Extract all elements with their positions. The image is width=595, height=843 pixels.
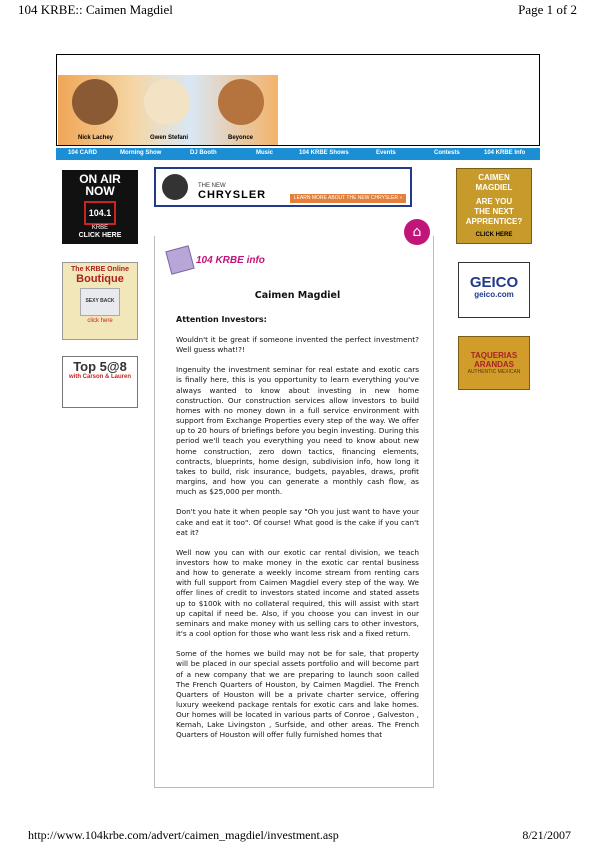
geico-url: geico.com — [474, 290, 514, 299]
print-footer-url: http://www.104krbe.com/advert/caimen_magdiel/investment.asp — [28, 828, 339, 842]
top5-line1: Top 5@8 — [73, 359, 127, 374]
shirt-text: SEXY BACK — [85, 298, 115, 304]
boutique-line1: The KRBE Online — [71, 266, 129, 273]
main-nav — [56, 148, 540, 160]
tshirt-image — [80, 288, 120, 316]
nav-item-morning-show[interactable]: Morning Show — [120, 150, 162, 156]
celebrity-banner[interactable] — [58, 75, 278, 145]
nav-item-krbe-shows[interactable]: 104 KRBE Shows — [299, 150, 349, 156]
nav-item-contests[interactable]: Contests — [434, 150, 460, 156]
print-header-title: 104 KRBE:: Caimen Magdiel — [18, 2, 173, 17]
geico-ad[interactable] — [458, 262, 530, 318]
boutique-cta: click here — [87, 318, 113, 324]
banner-caption-gwen: Gwen Stefani — [150, 135, 189, 141]
article — [176, 290, 419, 751]
beyonce-photo — [218, 79, 264, 125]
header-frame — [56, 54, 540, 146]
geico-brand: GEICO — [469, 274, 519, 291]
chrysler-brand: CHRYSLER — [198, 189, 267, 201]
taqueria-name: TAQUERIAS ARANDAS — [470, 351, 518, 369]
chrysler-seal-icon — [162, 174, 188, 200]
info-envelope-icon — [165, 245, 194, 274]
on-air-cta: CLICK HERE — [78, 232, 122, 239]
article-paragraph: Ingenuity the investment seminar for real estate and exotic cars is finally here, this is you opportunity to learn everything you've always wanted to know about investing in new home construction. Our construction services allow investors to build homes with no money down in a full service environment with support from Exchange Properties every step of the way. We offer up to 20 hours of briefings before you begin investing. During this period we'll teach you everything you need to know about new home construction, zero down tactics, financing elements, contracts, blueprints, home design, subdivision info, how long it takes to build, risk insurance, budgets, payables, draws, profit margins, and how you can generate a monthly cash flow, as much as $25,000 per month. — [176, 365, 419, 497]
section-label: 104 KRBE info — [196, 254, 265, 266]
article-title: Caimen Magdiel — [254, 290, 341, 301]
article-paragraph: Don't you hate it when people say "Oh you just want to have your cake and eat it too". Of course! What good is the cake if you can't eat it? — [176, 507, 419, 537]
boutique-line2: Boutique — [76, 273, 124, 285]
apprentice-cta: CLICK HERE — [475, 232, 513, 238]
print-header-page: Page 1 of 2 — [518, 2, 577, 17]
chrysler-ad[interactable] — [154, 167, 412, 207]
article-paragraph: Some of the homes we build may not be for sale, that property will be placed in our special assets portfolio and will become part of a new company that we are preparing to launch soon called The French Quarters of Houston, by Caimen Magdiel. The French Quarters of Houston will be a private charter service, offering luxury weekend package rentals for exotic cars and lake homes. Our homes will be located in various parts of Conroe , Galveston , Kemah, Lake Livingston , Surfside, and other areas. The French Quarters of Houston will offer fully furnished homes that — [176, 649, 419, 740]
apprentice-l1: CAIMEN — [478, 173, 510, 182]
article-paragraph: Well now you can with our exotic car rental division, we teach investors how to make money in the exotic car rental business and how to generate a weekly income stream from renting cars with full support from Caimen Magdiel every step of the way. We offer lines of credit to investors stated income and stated assets up to $100k with no collateral required, this will assist with start up capital if need be. Also, if you choose you can invest in our seminars and make money with us selling cars to other investors, it's a cool option for those who want less risk and a fixed return. — [176, 547, 419, 639]
on-air-line2: NOW — [85, 184, 115, 198]
nav-item-music[interactable]: Music — [256, 150, 274, 156]
nav-item-krbe-info[interactable]: 104 KRBE Info — [484, 150, 526, 156]
home-icon[interactable]: ⌂ — [404, 219, 430, 245]
nav-item-dj-booth[interactable]: DJ Booth — [190, 150, 217, 156]
boutique-ad[interactable] — [62, 262, 138, 340]
on-air-now-ad[interactable] — [62, 170, 138, 244]
krbe-logo: 104.1 — [84, 201, 116, 225]
article-heading: Attention Investors: — [176, 315, 267, 324]
taqueria-sub: AUTHENTIC MEXICAN — [467, 369, 521, 375]
print-footer-date: 8/21/2007 — [522, 828, 571, 842]
apprentice-ad[interactable] — [456, 168, 532, 244]
krbe-logo-sub: KRBE — [91, 225, 109, 231]
banner-caption-beyonce: Beyonce — [228, 135, 254, 141]
top5-ad[interactable] — [62, 356, 138, 408]
apprentice-l3: ARE YOU — [475, 197, 513, 206]
apprentice-l5: APPRENTICE? — [465, 217, 523, 226]
top5-line2: with Carson & Lauren — [68, 374, 131, 380]
apprentice-l2: MAGDIEL — [475, 183, 513, 192]
banner-caption-nick: Nick Lachey — [78, 135, 114, 141]
gwen-stefani-photo — [144, 79, 190, 125]
chrysler-cta: LEARN MORE ABOUT THE NEW CHRYSLER » — [290, 194, 406, 203]
article-paragraph: Wouldn't it be great if someone invented the perfect investment? Well guess what!?! — [176, 335, 419, 355]
on-air-line1: ON AIR — [79, 172, 121, 186]
nick-lachey-photo — [72, 79, 118, 125]
nav-item-104-card[interactable]: 104 CARD — [68, 150, 98, 156]
section-header — [168, 248, 265, 272]
taqueria-ad[interactable] — [458, 336, 530, 390]
apprentice-l4: THE NEXT — [474, 207, 514, 216]
nav-item-events[interactable]: Events — [376, 150, 396, 156]
chrysler-the-new: THE NEW — [198, 183, 226, 189]
